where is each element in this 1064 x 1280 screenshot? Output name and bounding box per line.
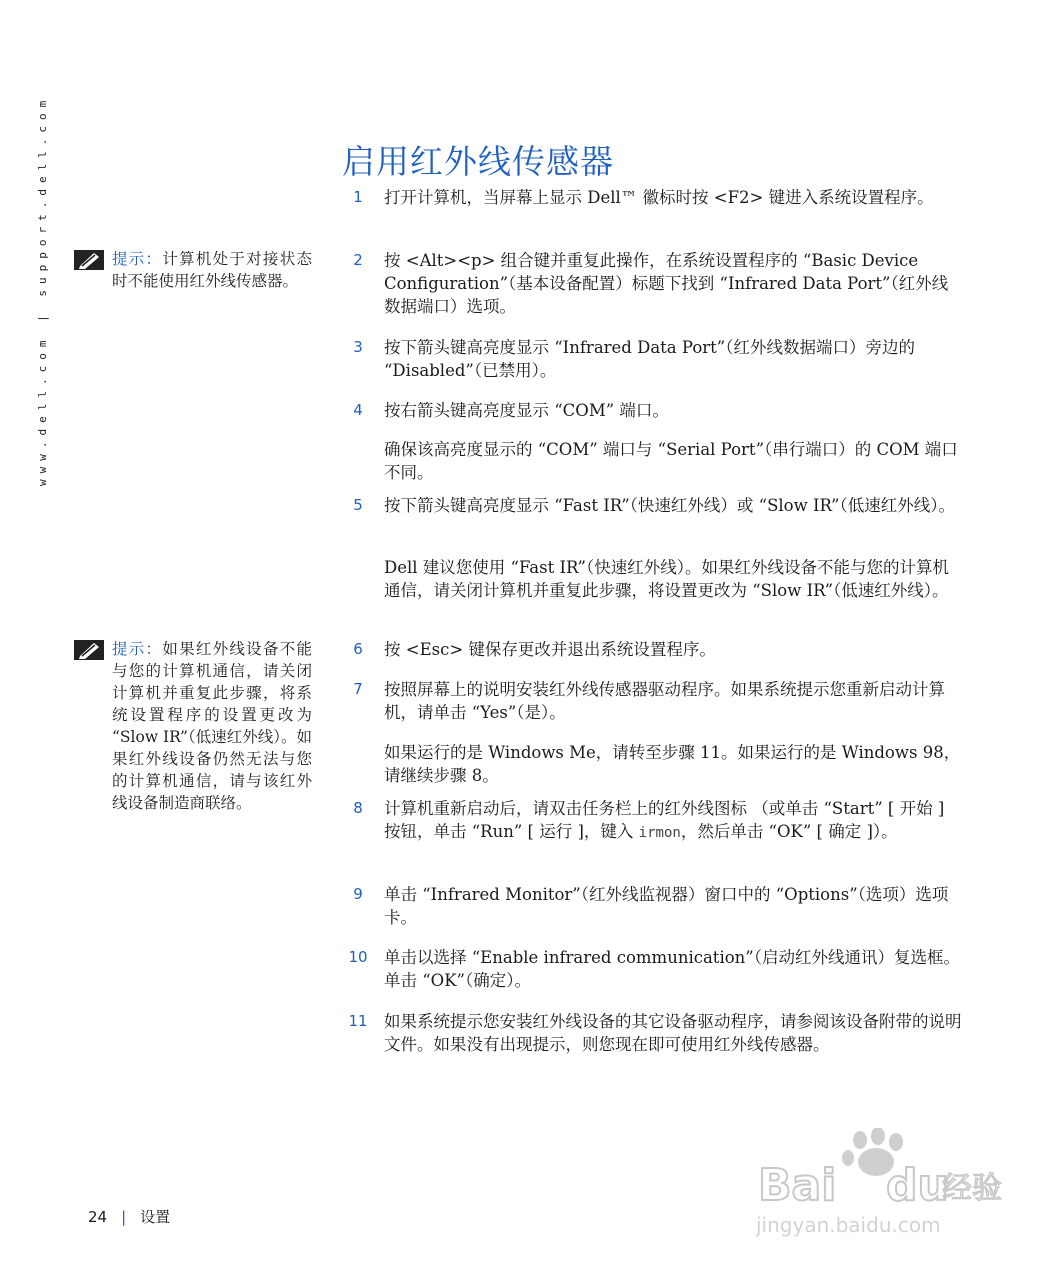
step-text: 计算机重新启动后，请双击任务栏上的红外线图标 （或单击 “Start” [ 开始 ] 按钮，单击 “Run” [ 运行 ]，键入 irmon，然后单击 “OK” [ 确定 ]）。 [384,799,945,841]
footer-divider: | [121,1208,127,1226]
step-number: 1 [353,188,363,206]
svg-text:Bai: Bai [758,1160,837,1211]
paragraph-windows: 如果运行的是 Windows Me，请转至步骤 11。如果运行的是 Windows 98，请继续步骤 8。 [384,743,961,785]
svg-text:jingyan.baidu.com: jingyan.baidu.com [756,1213,941,1237]
page-title: 启用红外线传感器 [342,142,614,181]
step-text: 单击以选择 “Enable infrared communication”（启动红外线通讯）复选框。单击 “OK”（确定）。 [384,948,960,990]
step-number: 2 [353,251,363,269]
side-url[interactable]: www.dell.com | support.dell.com [36,94,49,486]
step-number: 10 [348,948,368,966]
step-text: 如果系统提示您安装红外线设备的其它设备驱动程序，请参阅该设备附带的说明文件。如果没有出现提示，则您现在即可使用红外线传感器。 [384,1012,962,1054]
page-footer [88,1206,170,1227]
step-number: 11 [348,1012,368,1030]
note-text: 计算机处于对接状态时不能使用红外线传感器。 [112,250,312,290]
svg-text:du: du [886,1160,949,1211]
note-text: 如果红外线设备不能与您的计算机通信，请关闭计算机并重复此步骤，将系统设置程序的设置更改为 “Slow IR”（低速红外线）。如果红外线设备仍然无法与您的计算机通信，请与该红外线设备制造商联络。 [112,640,312,812]
command-code: irmon [638,825,681,841]
step-text: 按照屏幕上的说明安装红外线传感器驱动程序。如果系统提示您重新启动计算机，请单击 “Yes”（是）。 [384,680,945,722]
note-label: 提示： [112,250,163,268]
page-number: 24 [88,1208,108,1226]
step-text: 按右箭头键高亮度显示 “COM” 端口。 [384,401,669,420]
paragraph-com-port: 确保该高亮度显示的 “COM” 端口与 “Serial Port”（串行端口）的 COM 端口不同。 [384,440,958,482]
pencil-note-icon [74,250,104,270]
step-number: 4 [353,401,363,419]
svg-text:经验: 经验 [942,1171,1002,1206]
pencil-note-icon [74,640,104,660]
step-text: 按下箭头键高亮度显示 “Fast IR”（快速红外线）或 “Slow IR”（低速红外线）。 [384,496,955,515]
step-text: 按 <Alt><p> 组合键并重复此操作，在系统设置程序的 “Basic Device Configuration”（基本设备配置）标题下找到 “Infrared Data Port”（红外线数据端口）选项。 [384,251,949,316]
step-text: 单击 “Infrared Monitor”（红外线监视器）窗口中的 “Options”（选项）选项卡。 [384,885,949,927]
paragraph-fast-ir: Dell 建议您使用 “Fast IR”（快速红外线）。如果红外线设备不能与您的计算机通信，请关闭计算机并重复此步骤，将设置更改为 “Slow IR”（低速红外线）。 [384,558,949,600]
step-number: 8 [353,799,363,817]
section-name: 设置 [140,1208,171,1226]
step-text: 打开计算机，当屏幕上显示 Dell™ 徽标时按 <F2> 键进入系统设置程序。 [384,188,934,207]
note-label: 提示： [112,640,163,658]
step-number: 9 [353,885,363,903]
step-text: 按 <Esc> 键保存更改并退出系统设置程序。 [384,640,716,659]
step-number: 6 [353,640,363,658]
baidu-jingyan-watermark [756,1128,1006,1238]
step-number: 3 [353,338,363,356]
step-number: 5 [353,496,363,514]
step-text: 按下箭头键高亮度显示 “Infrared Data Port”（红外线数据端口）旁边的 “Disabled”（已禁用）。 [384,338,915,380]
step-number: 7 [353,680,363,698]
